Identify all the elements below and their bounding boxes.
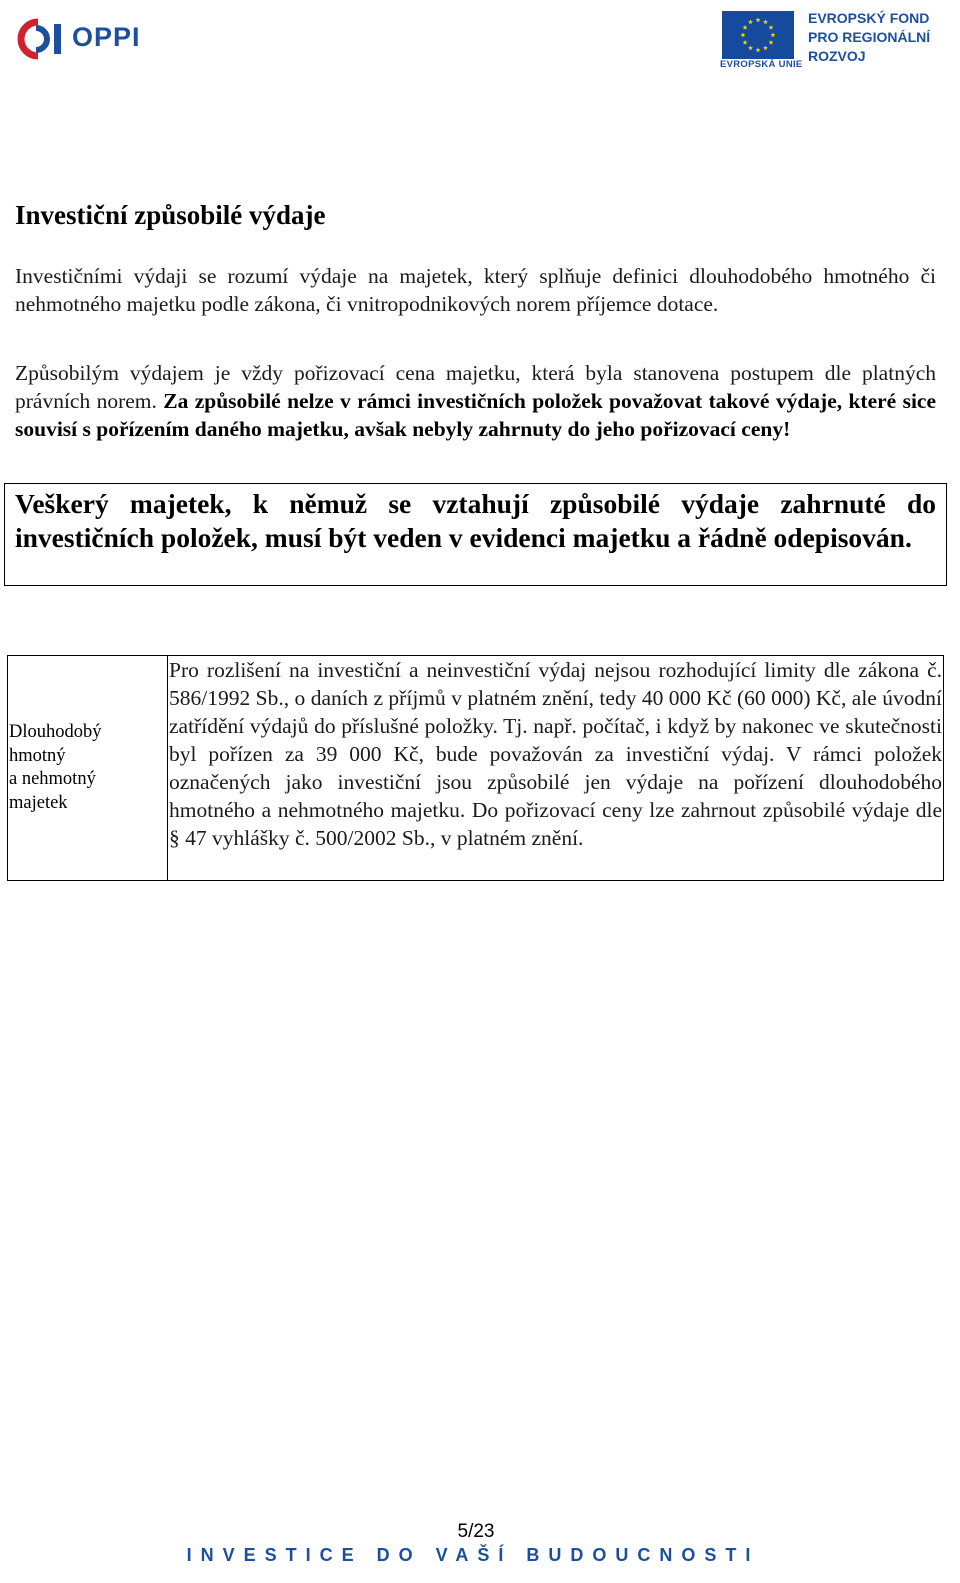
table-divider xyxy=(167,655,168,881)
label-line: majetek xyxy=(9,792,68,813)
label-line: a nehmotný xyxy=(9,769,96,789)
fund-line: PRO REGIONÁLNÍ xyxy=(808,29,931,45)
page-number: 5/23 xyxy=(457,1521,495,1542)
table-row-label xyxy=(9,721,159,815)
label-line: hmotný xyxy=(9,745,66,766)
boxed-note: Veškerý majetek, k němuž se vztahují způsobilé výdaje zahrnuté do investičních položek, musí být veden v evidenci majetku a řádně odepisován. xyxy=(4,483,947,586)
fund-line: ROZVOJ xyxy=(808,48,866,64)
oppi-logo-text: OPPI xyxy=(72,22,141,52)
eu-label: EVROPSKÁ UNIE xyxy=(720,59,803,70)
footer-slogan: INVESTICE DO VAŠÍ BUDOUCNOSTI xyxy=(186,1545,760,1565)
paragraph-bold-warning: Za způsobilé nelze v rámci investičních položek považovat takové výdaje, které sice souvisí s pořízením daného majetku, avšak nebyly zahrnuty do jeho pořizovací ceny! xyxy=(15,389,936,441)
table-cell-text: Pro rozlišení na investiční a neinvestiční výdaj nejsou rozhodující limity dle zákona č. 586/1992 Sb., o daních z příjmů v platném znění, tedy 40 000 Kč (60 000) Kč, ale úvodní zatřídění výdajů do příslušné položky. Tj. např. počítač, i když by nakonec ve skutečnosti byl pořízen za 39 000 Kč, bude považován za investiční výdaj. V rámci položek označených jako investiční jsou způsobilé jen výdaje na pořízení dlouhodobého hmotného a nehmotného majetku. Do pořizovací ceny lze zahrnout způsobilé výdaje dle § 47 vyhlášky č. 500/2002 Sb., v platném znění. xyxy=(169,658,942,850)
fund-line: EVROPSKÝ FOND xyxy=(808,10,930,26)
paragraph-eligible xyxy=(15,359,936,443)
eu-flag-icon xyxy=(722,11,794,59)
label-line: Dlouhodobý xyxy=(9,722,102,742)
page-title: Investiční způsobilé výdaje xyxy=(15,200,326,230)
paragraph-definition: Investičními výdaji se rozumí výdaje na majetek, který splňuje definici dlouhodobého hmotného či nehmotného majetku podle zákona, či vnitropodnikových norem příjemce dotace. xyxy=(15,264,936,316)
erdf-logo-text xyxy=(808,9,930,66)
paragraph-text: Způsobilým výdajem je vždy pořizovací cena majetku, která byla stanovena postupem dle platných právních norem. xyxy=(15,361,936,413)
